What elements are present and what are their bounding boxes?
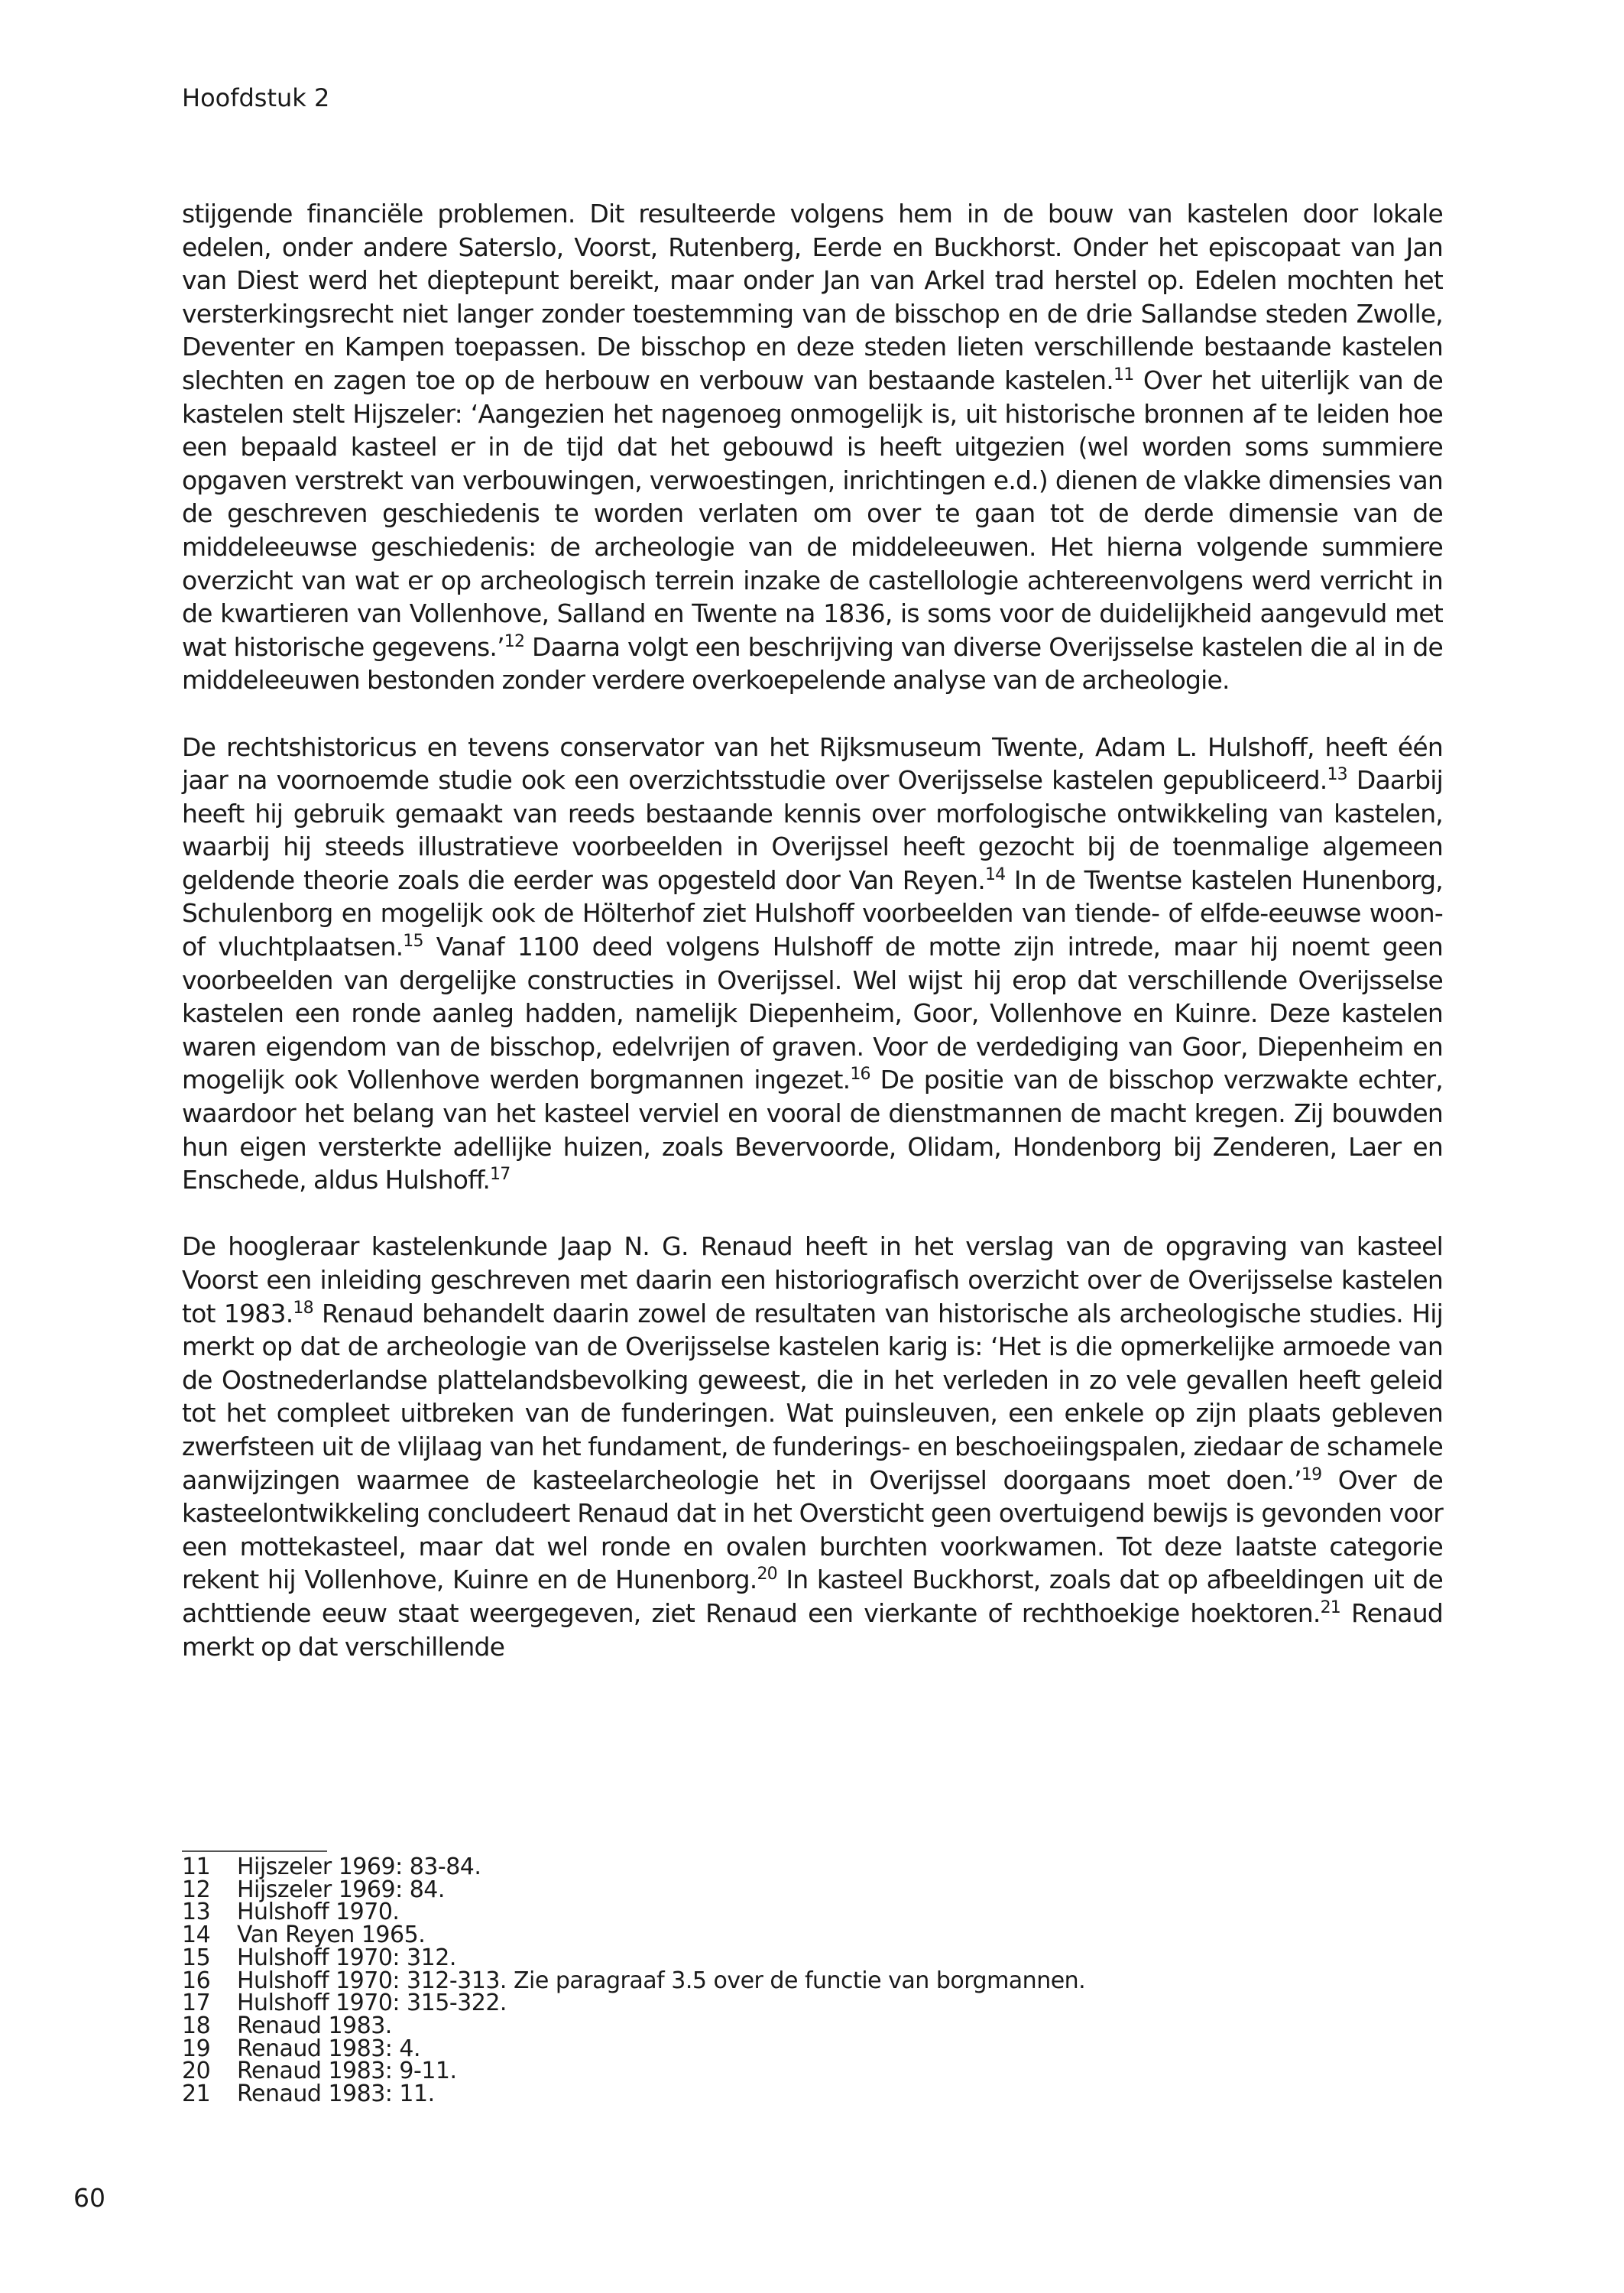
footnote bbox=[182, 2083, 1085, 2106]
footnote bbox=[182, 1901, 1085, 1924]
footnote bbox=[182, 1856, 1085, 1879]
footnote bbox=[182, 1967, 1086, 1994]
footnote-number: 21 bbox=[182, 2081, 211, 2108]
footnote bbox=[182, 2060, 1085, 2083]
footnote-ref: 18 bbox=[293, 1298, 313, 1318]
footnote-number: 19 bbox=[182, 2035, 211, 2062]
footnote-ref: 15 bbox=[403, 932, 423, 952]
footnote bbox=[182, 2012, 1085, 2039]
body-text bbox=[182, 197, 1443, 1697]
text-run: In de Twentse kastelen Hunenborg, Schulenborg en mogelijk ook de Hölterhof ziet Hulshoff voorbeelden van tiende- of elfde-eeuwse woon- of vluchtplaatsen. bbox=[182, 864, 1443, 962]
footnote-ref: 11 bbox=[1113, 365, 1134, 384]
text-run: De positie van de bisschop verzwakte echter, waardoor het belang van het kasteel verviel en vooral de dienstmannen de macht kregen. Zij bouwden hun eigen versterkte adellijke huizen, zoals Bevervoorde, Olidam, Hondenborg bij Zenderen, Laer en Enschede, aldus Hulshoff. bbox=[182, 1065, 1443, 1195]
text-run: De hoogleraar kastelenkunde Jaap N. G. Renaud heeft in het verslag van de opgraving van kasteel Voorst een inleiding geschreven met daarin een historiografisch overzicht over de Overijsselse kastelen tot 1983. bbox=[182, 1231, 1443, 1328]
footnote-text: Hulshoff 1970. bbox=[237, 1899, 400, 1926]
paragraph bbox=[182, 731, 1443, 1197]
footnote-number: 14 bbox=[182, 1922, 211, 1949]
footnote-text: Hijszeler 1969: 83-84. bbox=[237, 1854, 481, 1880]
footnote-ref: 14 bbox=[984, 864, 1006, 884]
text-run: stijgende financiële problemen. Dit resulteerde volgens hem in de bouw van kastelen door lokale edelen, onder andere Saterslo, Voorst, Rutenberg, Eerde en Buckhorst. Onder het episcopaat van Jan van Diest werd het dieptepunt bereikt, maar onder Jan van Arkel trad herstel op. Edelen mochten het versterkingsrecht niet langer zonder toestemming van de bisschop en de drie Sallandse steden Zwolle, Deventer en Kampen toepassen. De bisschop en deze steden lieten verschillende bestaande kastelen slechten en zagen toe op de herbouw en verbouw van bestaande kastelen. bbox=[182, 199, 1443, 395]
text-run: De rechtshistoricus en tevens conservator van het Rijksmuseum Twente, Adam L. Hulshoff, heeft één jaar na voornoemde studie ook een overzichtsstudie over Overijsselse kastelen gepubliceerd. bbox=[182, 731, 1443, 796]
footnote-ref: 21 bbox=[1320, 1597, 1340, 1617]
footnotes bbox=[182, 1856, 1085, 2106]
footnote-number: 16 bbox=[182, 1967, 211, 1994]
footnote-ref: 17 bbox=[490, 1165, 511, 1185]
footnote-text: Renaud 1983: 11. bbox=[237, 2081, 435, 2108]
footnote-number: 20 bbox=[182, 2058, 211, 2085]
footnote-text: Hijszeler 1969: 84. bbox=[237, 1876, 445, 1903]
text-run: In kasteel Buckhorst, zoals dat op afbeeldingen uit de achttiende eeuw staat weergegeven, ziet Renaud een vierkante of rechthoekige hoektoren. bbox=[182, 1565, 1443, 1628]
footnote-text: Renaud 1983: 4. bbox=[237, 2035, 421, 2062]
paragraph bbox=[182, 197, 1443, 697]
text-run: Vanaf 1100 deed volgens Hulshoff de motte zijn intrede, maar hij noemt geen voorbeelden van dergelijke constructies in Overijssel. Wel wijst hij erop dat verschillende Overijsselse kastelen een ronde aanleg hadden, namelijk Diepenheim, Goor, Vollenhove en Kuinre. Deze kastelen waren eigendom van de bisschop, edelvrijen of graven. Voor de verdediging van Goor, Diepenheim en mogelijk ook Vollenhove werden borgmannen ingezet. bbox=[182, 932, 1443, 1095]
footnote-number: 12 bbox=[182, 1876, 211, 1903]
running-head: Hoofdstuk 2 bbox=[182, 83, 330, 112]
footnote-ref: 16 bbox=[850, 1065, 870, 1085]
footnote-number: 18 bbox=[182, 2012, 211, 2039]
text-run: Renaud merkt op dat verschillende bbox=[182, 1597, 1443, 1662]
footnote-ref: 13 bbox=[1327, 765, 1347, 785]
page-number: 60 bbox=[73, 2183, 105, 2213]
footnote bbox=[182, 1876, 1085, 1903]
footnote-ref: 20 bbox=[757, 1565, 777, 1584]
footnote bbox=[182, 1992, 1085, 2015]
footnote-text: Renaud 1983. bbox=[237, 2012, 392, 2039]
footnote-number: 11 bbox=[182, 1854, 211, 1880]
footnote bbox=[182, 2035, 1085, 2062]
paragraph bbox=[182, 1230, 1443, 1663]
footnote bbox=[182, 1944, 1085, 1971]
text-run: Renaud behandelt daarin zowel de resultaten van historische als archeologische studies. Hij merkt op dat de archeologie van de Overijsselse kastelen karig is: ‘Het is die opmerkelijke armoede van de Oostnederlandse plattelandsbevolking geweest, die in het verleden in zo vele gevallen heeft geleid tot het compleet uitbreken van de funderingen. Wat puinsleuven, een enkele op zijn plaats gebleven zwerfsteen uit de vlijlaag van het fundament, de funderings- en beschoeiingspalen, ziedaar de schamele aanwijzingen waarmee de kasteelarcheologie het in Overijssel doorgaans moet doen.’ bbox=[182, 1298, 1443, 1495]
text-run: Over de kasteelontwikkeling concludeert Renaud dat in het Oversticht geen overtuigend bewijs is gevonden voor een mottekasteel, maar dat wel ronde en ovalen burchten voorkwamen. Tot deze laatste categorie rekent hij Vollenhove, Kuinre en de Hunenborg. bbox=[182, 1464, 1443, 1595]
text-run: Daarna volgt een beschrijving van diverse Overijsselse kastelen die al in de middeleeuwen bestonden zonder verdere overkoepelende analyse van de archeologie. bbox=[182, 631, 1443, 696]
footnote bbox=[182, 1924, 1085, 1947]
footnote-text: Hulshoff 1970: 312. bbox=[237, 1944, 456, 1971]
footnote-text: Van Reyen 1965. bbox=[237, 1922, 426, 1949]
footnote-number: 15 bbox=[182, 1944, 211, 1971]
text-run: Daarbij heeft hij gebruik gemaakt van reeds bestaande kennis over morfologische ontwikkeling van kastelen, waarbij hij steeds illustratieve voorbeelden in Overijssel heeft gezocht bij de toenmalige algemeen geldende theorie zoals die eerder was opgesteld door Van Reyen. bbox=[182, 765, 1444, 895]
footnote-text: Hulshoff 1970: 315-322. bbox=[237, 1990, 507, 2017]
footnote-divider bbox=[182, 1850, 327, 1852]
footnote-ref: 12 bbox=[504, 631, 525, 651]
footnote-number: 17 bbox=[182, 1990, 211, 2017]
text-run: Over het uiterlijk van de kastelen stelt Hijszeler: ‘Aangezien het nagenoeg onmogelijk is, uit historische bronnen af te leiden hoe een bepaald kasteel er in de tijd dat het gebouwd is heeft uitgezien (wel worden soms summiere opgaven verstrekt van verbouwingen, verwoestingen, inrichtingen e.d.) dienen de vlakke dimensies van de geschreven geschiedenis te worden verlaten om over te gaan tot de derde dimensie van de middeleeuwse geschiedenis: de archeologie van de middeleeuwen. Het hierna volgende summiere overzicht van wat er op archeologisch terrein inzake de castellologie achtereenvolgens werd verricht in de kwartieren van Vollenhove, Salland en Twente na 1836, is soms voor de duidelijkheid aangevuld met wat historische gegevens.’ bbox=[182, 365, 1443, 662]
footnote-number: 13 bbox=[182, 1899, 211, 1926]
footnote-ref: 19 bbox=[1301, 1464, 1322, 1484]
footnote-text: Renaud 1983: 9-11. bbox=[237, 2058, 457, 2085]
footnote-text: Hulshoff 1970: 312-313. Zie paragraaf 3.5 over de functie van borgmannen. bbox=[237, 1967, 1086, 1994]
